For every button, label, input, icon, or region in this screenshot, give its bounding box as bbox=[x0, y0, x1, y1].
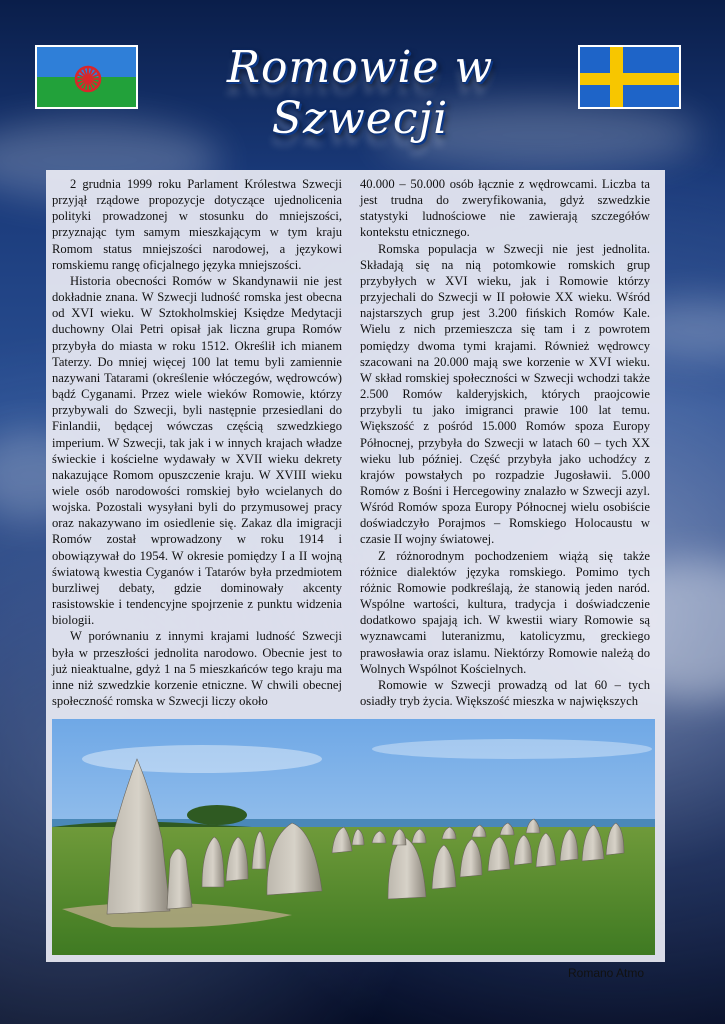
article-paragraph: W porównaniu z innymi krajami ludność Szwecji była w przeszłości jednolita narodowo. Obecnie jest to już nieaktualne, gdyż 1 na 5 mieszkańców tego kraju ma inne niż szwedzkie korzenie etniczne. W chwili obecnej społeczność romska w Szwecji liczy około bbox=[52, 629, 342, 708]
article-column-left bbox=[52, 176, 342, 709]
stone-ship-photo bbox=[52, 719, 655, 955]
article-paragraph: Romowie w Szwecji prowadzą od lat 60 – tych osiadły tryb życia. Większość mieszka w największych bbox=[360, 677, 650, 708]
article-paragraph: Romska populacja w Szwecji nie jest jednolita. Składają się na nią potomkowie romskich grup przybyłych w XVI wieku, jak i Romowie którzy przyjechali do Szwecji w II połowie XX wieku. Wśród najstarszych grup jest 3.200 fińskich Romów Kale. Wielu z nich przemieszcza się tam i z powrotem pomiędzy dwoma tymi krajami. Również wędrowcy szacowani na 20.000 mają swe korzenie w XVI wieku. W skład romskiej społeczności w Szwecji wchodzi także 2.500 Romów kalderyjskich, których praojcowie przybyli tu jako imigranci prawie 100 lat temu. Większość z pośród 15.000 Romów spoza Europy Północnej, przybyła do Szwecji w latach 60 – tych XX wieku lub później. Część przybyła jako uchodźcy z krajów powstałych po rozpadzie Jugosławii. 5.000 Romów z Bośni i Hercegowiny znalazło w Szwecji azyl. Wśród Romów spoza Europy Północnej wielu osobiście doświadczyło Porajmos – Romskiego Holocaustu w czasie II wojny światowej. bbox=[360, 241, 650, 547]
article-panel bbox=[46, 170, 665, 962]
page-title: Romowie w Szwecji bbox=[226, 42, 494, 144]
author-credit: Romano Atmo bbox=[568, 966, 645, 980]
article-paragraph: Z różnorodnym pochodzeniem wiążą się także różnice dialektów języka romskiego. Pomimo tych różnic Romowie podkreślają, że stanowią jeden naród. Wspólne wartości, kultura, tradycja i doświadczenie dodatkowo spajają ich. W kwestii wiary Romowie są wyznawcami luteranizmu, katolicyzmu, greckiego prawosławia oraz islamu. Niektórzy Romowie należą do Wolnych Wspólnot Kościelnych. bbox=[360, 548, 650, 676]
article-paragraph: Historia obecności Romów w Skandynawii nie jest dokładnie znana. W Szwecji ludność romska jest obecna od XVI wieku. W Sztokholmskiej Księdze Medytacji duchowny Olai Petri opisał jak liczna grupa Romów przybyła do miasta w roku 1512. Określił ich mianem Taterzy. Do mniej więcej 100 lat temu byli zamiennie nazywani Tatarami (określenie włóczegów, wędrowców) bądź Cyganami. Przez wiele wieków Romowie, którzy przybywali do Szwecji, byli następnie przesiedlani do Finlandii, będącej wówczas częścią szwedzkiego imperium. W Szwecji, tak jak i w innych krajach władze świeckie i kościelne wydawały w XVII wieku dekrety nakazujące Romom opuszczenie kraju. W XVIII wieku wiele osób narodowości romskiej było wcielanych do wojska. Pozostali wysyłani byli do przymusowej pracy oraz nakazywano im osiedlenie się. Zakaz dla imigracji Romów został wprowadzony w roku 1914 i obowiązywał do 1954. W okresie pomiędzy I a II wojną światową kwestia Cyganów i Tatarów była przedmiotem burzliwej debaty, gdzie dominowały akcenty rasistowskie i tendencyjne spojrzenie z punktu widzenia biologii. bbox=[52, 273, 342, 628]
article-paragraph: 2 grudnia 1999 roku Parlament Królestwa Szwecji przyjął rządowe propozycje dotyczące ujednolicenia polityki prowadzonej w stosunku do mniejszości, przyznając tym samym mieszkającym w tym kraju Romom status mniejszości narodowej, a językowi romskiemu rangę oficjalnego języka mniejszości. bbox=[52, 177, 342, 272]
chakra-wheel-icon bbox=[72, 63, 104, 95]
article-column-right bbox=[360, 176, 650, 709]
roma-flag-icon bbox=[35, 45, 138, 109]
article-paragraph: 40.000 – 50.000 osób łącznie z wędrowcami. Liczba ta jest trudna do zweryfikowania, gdyż szwedzkie statystyki ludnościowe nie zawierają szczegółów kontekstu etnicznego. bbox=[360, 177, 650, 240]
sweden-flag-icon bbox=[578, 45, 681, 109]
